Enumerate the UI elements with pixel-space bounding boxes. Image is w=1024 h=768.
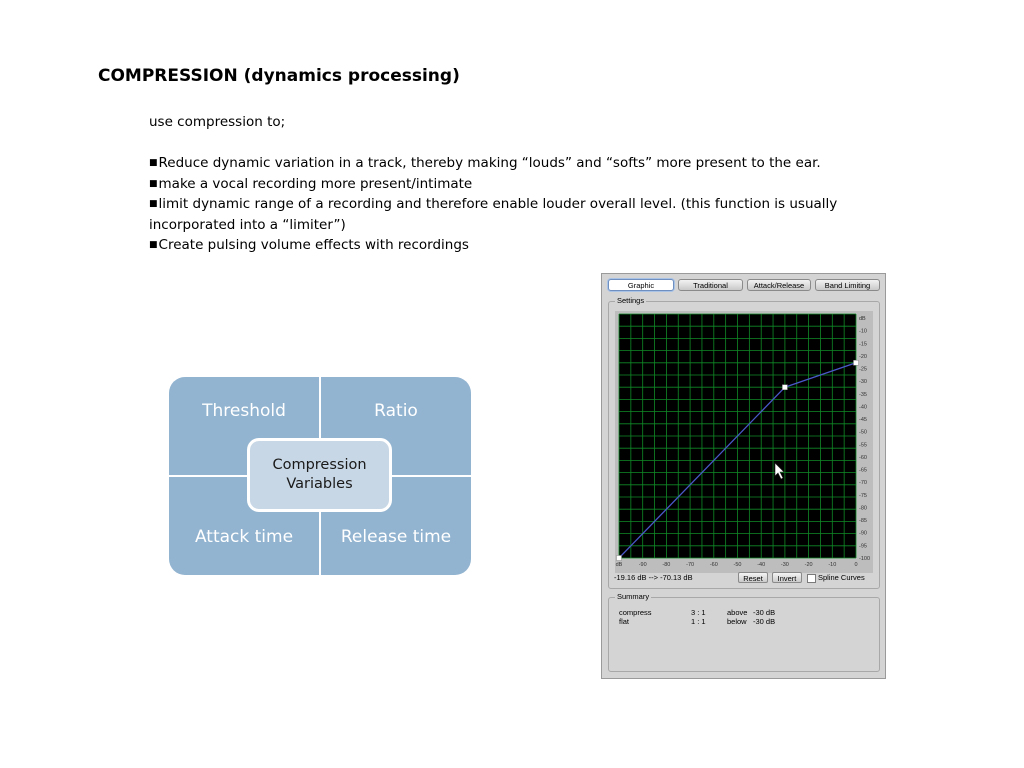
list-item bbox=[149, 235, 869, 256]
tab-traditional[interactable]: Traditional bbox=[678, 279, 743, 291]
x-tick-label: -60 bbox=[709, 562, 718, 568]
summary-group bbox=[608, 592, 880, 672]
invert-button[interactable]: Invert bbox=[772, 572, 802, 583]
curve-control-point bbox=[854, 360, 859, 365]
bullet-text: Create pulsing volume effects with recordings bbox=[158, 237, 469, 253]
bullet-square-icon: ■ bbox=[149, 199, 158, 209]
y-tick-label: -35 bbox=[859, 391, 867, 398]
x-tick-label: -50 bbox=[733, 562, 742, 568]
x-tick-label: -20 bbox=[804, 562, 813, 568]
level-readout: -19.16 dB --> -70.13 dB bbox=[614, 573, 693, 582]
y-tick-label: -85 bbox=[859, 518, 867, 525]
tab-attack-release[interactable]: Attack/Release bbox=[747, 279, 811, 291]
x-tick-label: dB bbox=[615, 562, 623, 568]
x-tick-label: -30 bbox=[780, 562, 789, 568]
bullet-text: make a vocal recording more present/intimate bbox=[158, 175, 473, 192]
threshold-label: Threshold bbox=[202, 401, 286, 421]
y-tick-label: -40 bbox=[859, 404, 867, 411]
y-tick-label: -95 bbox=[859, 543, 867, 550]
bullet-square-icon: ■ bbox=[149, 158, 158, 168]
y-tick-label: -70 bbox=[859, 480, 867, 487]
x-tick-label: -90 bbox=[638, 562, 647, 568]
compression-variables-diagram bbox=[169, 377, 471, 575]
summary-table bbox=[619, 608, 775, 626]
bullet-text: Reduce dynamic variation in a track, thereby making “louds” and “softs” more present to the ear. bbox=[158, 155, 821, 171]
bullet-square-icon: ■ bbox=[149, 178, 158, 189]
compression-variables-center bbox=[247, 438, 392, 512]
table-row bbox=[619, 608, 775, 617]
summary-cell: -30 dB bbox=[753, 617, 776, 626]
table-row bbox=[619, 617, 775, 626]
slide-body bbox=[149, 112, 869, 256]
summary-cell: flat bbox=[619, 617, 630, 626]
list-item bbox=[149, 153, 869, 174]
summary-label: Summary bbox=[617, 592, 650, 601]
summary-cell: above bbox=[727, 608, 748, 617]
compression-curve-graph[interactable] bbox=[615, 311, 873, 573]
bullet-text: limit dynamic range of a recording and therefore enable louder overall level. (this function is usually incorporated into a “limiter”) bbox=[149, 196, 838, 233]
center-line-1: Compression bbox=[272, 457, 367, 473]
x-tick-label: -70 bbox=[686, 562, 695, 568]
slide-title: COMPRESSION (dynamics processing) bbox=[98, 66, 460, 86]
curve-control-point bbox=[782, 385, 787, 390]
y-tick-label: -30 bbox=[859, 379, 867, 386]
release-time-label: Release time bbox=[340, 527, 452, 547]
x-tick-label: -40 bbox=[757, 562, 766, 568]
y-tick-label: -55 bbox=[859, 442, 867, 449]
center-line-2: Variables bbox=[286, 476, 353, 492]
y-tick-label: -15 bbox=[859, 341, 867, 348]
summary-cell: -30 dB bbox=[753, 608, 776, 617]
summary-cell: 3 : 1 bbox=[691, 608, 706, 617]
y-tick-label: -60 bbox=[859, 454, 867, 461]
y-tick-label: -45 bbox=[859, 417, 867, 424]
y-tick-label: -65 bbox=[859, 467, 867, 474]
intro-text: use compression to; bbox=[149, 114, 286, 130]
reset-button[interactable]: Reset bbox=[738, 572, 768, 583]
curve-control-point bbox=[617, 556, 622, 561]
summary-cell: below bbox=[727, 617, 747, 626]
settings-label: Settings bbox=[617, 296, 645, 305]
y-tick-label: -50 bbox=[859, 429, 867, 436]
x-tick-label: 0 bbox=[854, 562, 858, 568]
y-tick-label: -80 bbox=[859, 505, 867, 512]
y-tick-label: -75 bbox=[859, 492, 867, 499]
y-tick-label: -25 bbox=[859, 366, 867, 373]
compressor-plugin-panel bbox=[601, 273, 886, 679]
summary-cell: compress bbox=[619, 608, 652, 617]
tab-band-limiting[interactable]: Band Limiting bbox=[815, 279, 880, 291]
y-tick-label: dB bbox=[859, 316, 866, 322]
list-item bbox=[149, 174, 869, 195]
bullet-list bbox=[149, 153, 869, 256]
y-tick-label: -90 bbox=[859, 530, 867, 537]
summary-cell: 1 : 1 bbox=[691, 617, 706, 626]
graph-frame bbox=[615, 311, 873, 573]
y-tick-label: -20 bbox=[859, 353, 867, 360]
x-tick-label: -80 bbox=[662, 562, 671, 568]
list-item bbox=[149, 194, 869, 235]
ratio-label: Ratio bbox=[374, 401, 418, 421]
y-tick-label: -100 bbox=[859, 556, 871, 562]
spline-curves-label: Spline Curves bbox=[818, 573, 865, 582]
y-tick-label: -10 bbox=[859, 328, 867, 335]
bullet-square-icon: ■ bbox=[149, 240, 158, 250]
attack-time-label: Attack time bbox=[194, 527, 294, 547]
spline-curves-checkbox[interactable] bbox=[807, 574, 816, 583]
tab-graphic[interactable]: Graphic bbox=[608, 279, 674, 291]
x-tick-label: -10 bbox=[828, 562, 837, 568]
